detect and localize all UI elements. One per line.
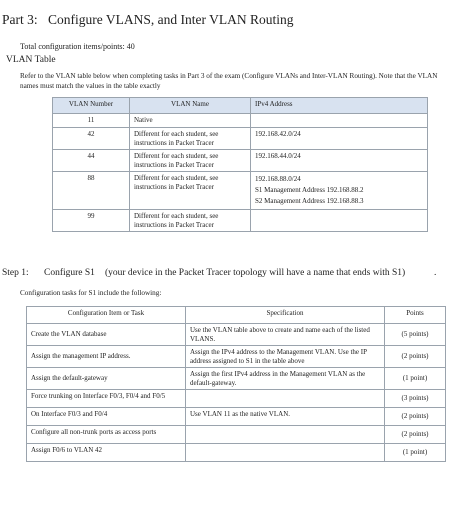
- table-row: [27, 324, 446, 346]
- vlan-number: 42: [53, 128, 130, 150]
- vlan-number: 11: [53, 114, 130, 128]
- vlan-number: 99: [53, 210, 130, 232]
- step-label: Step 1:: [2, 268, 29, 278]
- step-trailing: .: [434, 268, 437, 278]
- task-cell: Assign the default-gateway: [27, 368, 186, 390]
- table-row: [53, 150, 428, 172]
- table-row: [27, 390, 446, 408]
- table-row: [53, 172, 428, 210]
- table-row: [27, 346, 446, 368]
- vlan-number: 44: [53, 150, 130, 172]
- vlan-name: Different for each student, see instructions in Packet Tracer: [130, 128, 251, 150]
- col-ipv4-address: IPv4 Address: [251, 98, 428, 114]
- points-cell: (1 point): [385, 368, 446, 390]
- table-row: [27, 408, 446, 426]
- vlan-address: [251, 114, 428, 128]
- col-vlan-name: VLAN Name: [130, 98, 251, 114]
- vlan-name: Different for each student, see instructions in Packet Tracer: [130, 172, 251, 210]
- points-cell: (2 points): [385, 426, 446, 444]
- table-row: [27, 426, 446, 444]
- table-row: [27, 444, 446, 462]
- vlan-address: [251, 210, 428, 232]
- spec-cell: Use VLAN 11 as the native VLAN.: [186, 408, 385, 426]
- spec-cell: Assign the first IPv4 address in the Management VLAN as the default-gateway.: [186, 368, 385, 390]
- total-points: Total configuration items/points: 40: [20, 42, 135, 51]
- spec-cell: Assign the IPv4 address to the Management VLAN. Use the IP address assigned to S1 in the table above: [186, 346, 385, 368]
- part-number: Part 3:: [2, 12, 38, 27]
- points-cell: (2 points): [385, 346, 446, 368]
- table-row: [53, 114, 428, 128]
- vlan-table: [52, 97, 428, 232]
- col-points: Points: [385, 307, 446, 324]
- col-vlan-number: VLAN Number: [53, 98, 130, 114]
- col-task: Configuration Item or Task: [27, 307, 186, 324]
- table-row: [27, 368, 446, 390]
- task-cell: Assign the management IP address.: [27, 346, 186, 368]
- step-note: (your device in the Packet Tracer topology will have a name that ends with S1): [104, 268, 406, 278]
- points-cell: (5 points): [385, 324, 446, 346]
- vlan-number: 88: [53, 172, 130, 210]
- vlan-address: 192.168.88.0/24 S1 Management Address 192.168.88.2 S2 Management Address 192.168.88.3: [251, 172, 428, 210]
- part-title: [2, 12, 293, 28]
- vlan-name: Different for each student, see instructions in Packet Tracer: [130, 150, 251, 172]
- vlan-table-heading: VLAN Table: [6, 55, 56, 65]
- points-cell: (2 points): [385, 408, 446, 426]
- step-heading: [2, 268, 437, 278]
- task-cell: Assign F0/6 to VLAN 42: [27, 444, 186, 462]
- table-row: [53, 128, 428, 150]
- spec-cell: [186, 444, 385, 462]
- table-row: [53, 210, 428, 232]
- vlan-table-header-row: [53, 98, 428, 114]
- task-cell: Create the VLAN database: [27, 324, 186, 346]
- vlan-name: Different for each student, see instructions in Packet Tracer: [130, 210, 251, 232]
- col-specification: Specification: [186, 307, 385, 324]
- vlan-instructions: Refer to the VLAN table below when completing tasks in Part 3 of the exam (Configure VLANs and Inter-VLAN Routing). Note that the VLAN names must match the values in the table exactly: [20, 72, 438, 90]
- points-cell: (3 points): [385, 390, 446, 408]
- task-table: [26, 306, 446, 462]
- task-cell: Configure all non-trunk ports as access ports: [27, 426, 186, 444]
- points-cell: (1 point): [385, 444, 446, 462]
- task-cell: Force trunking on Interface F0/3, F0/4 and F0/5: [27, 390, 186, 408]
- vlan-address: 192.168.44.0/24: [251, 150, 428, 172]
- vlan-name: Native: [130, 114, 251, 128]
- spec-cell: [186, 390, 385, 408]
- vlan-address: 192.168.42.0/24: [251, 128, 428, 150]
- config-intro: Configuration tasks for S1 include the following:: [20, 289, 162, 297]
- task-cell: On Interface F0/3 and F0/4: [27, 408, 186, 426]
- part-heading: Configure VLANS, and Inter VLAN Routing: [48, 12, 294, 27]
- step-title: Configure S1: [44, 268, 95, 278]
- spec-cell: [186, 426, 385, 444]
- spec-cell: Use the VLAN table above to create and name each of the listed VLANS.: [186, 324, 385, 346]
- task-table-header-row: [27, 307, 446, 324]
